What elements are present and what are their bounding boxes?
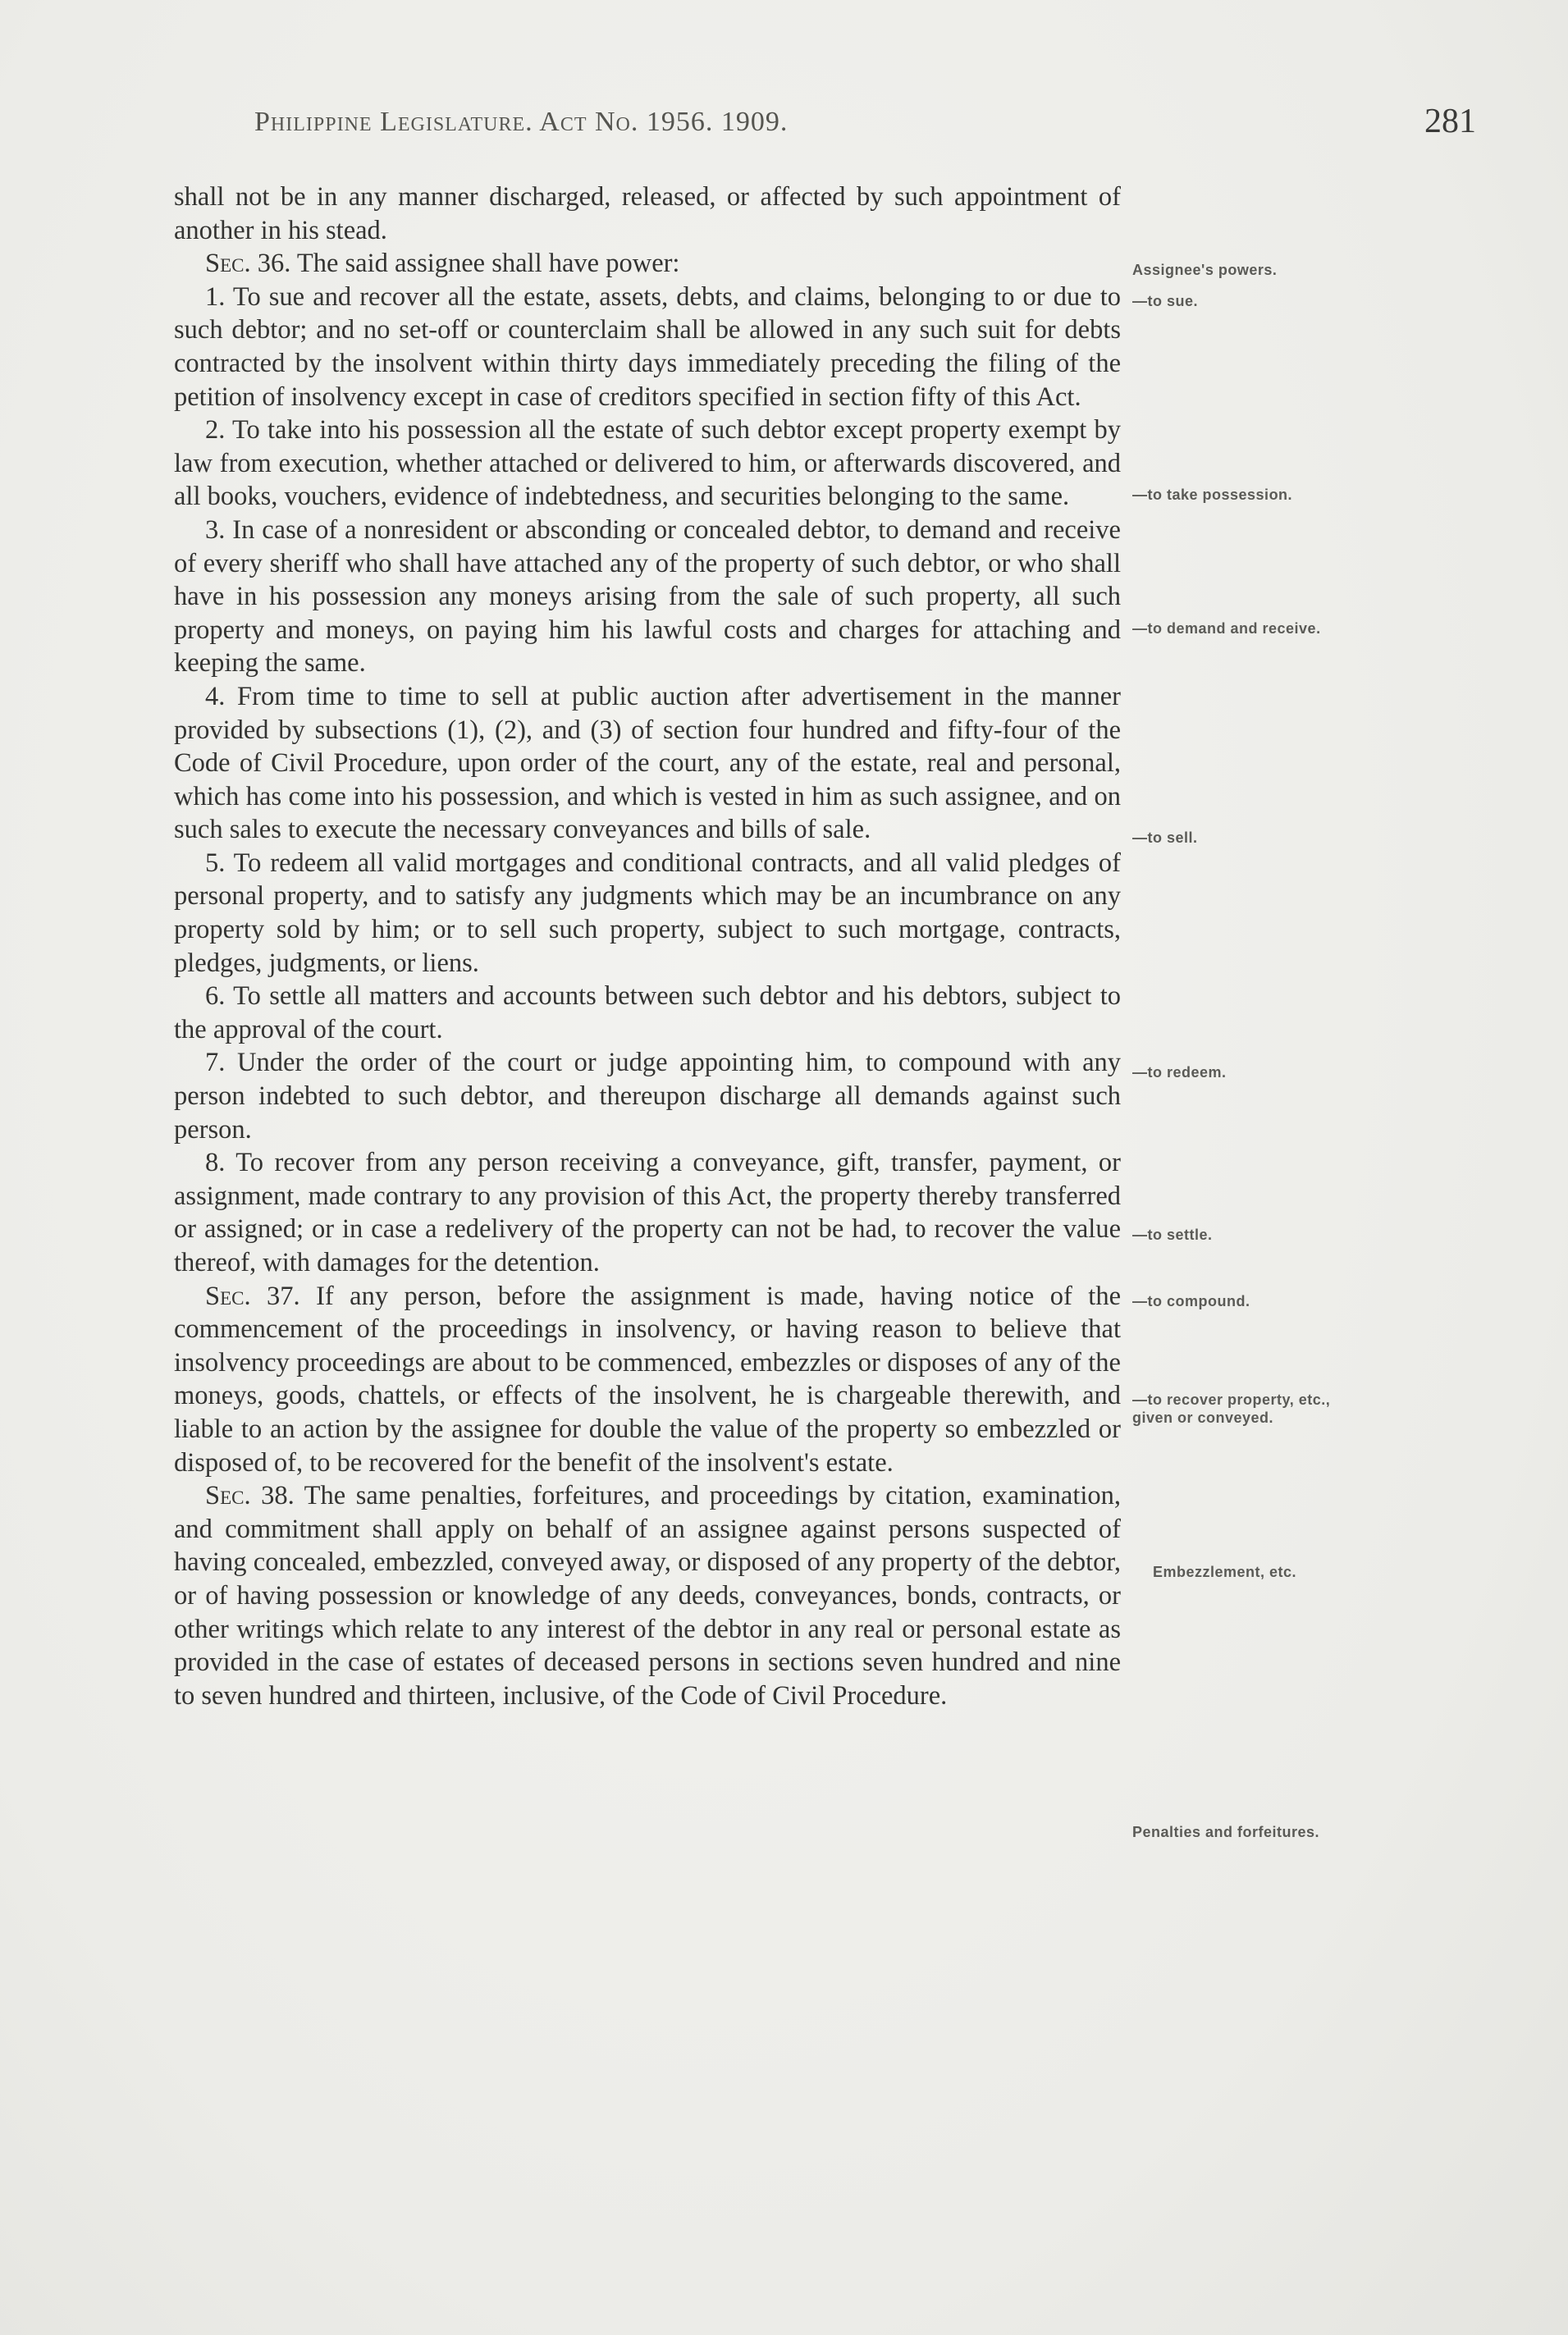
paragraph-text: 4. From time to time to sell at public auction after advertisement in the manner provided by subsections (1), (2), and (3) of section four hundred and fifty-four of the Code of Civil Procedure, upon order of the court, any of the estate, real and personal, which has come into his possession, and which is vested in him as such assignee, and on such sales to execute the necessary conveyances and bills of sale. [174,681,1121,845]
page-number: 281 [1424,103,1476,140]
paragraph-power-3 [174,514,1121,680]
margin-note-to-take-possession: —to take possession. [1132,487,1293,503]
paragraph-power-2 [174,414,1121,514]
paragraph-text: If any person, before the assignment is made, having notice of the commencement of the proceedings in insolvency, or having reason to believe that insolvency proceedings are about to be commenced, embezzles or disposes of any of the moneys, goods, chattels, or effects of the insolvent, he is chargeable therewith, and liable to an action by the assignee for double the value of the property so embezzled or disposed of, to be recovered for the benefit of the insolvent's estate. [174,1281,1121,1478]
paragraph-power-4 [174,680,1121,847]
margin-note-to-sue: —to sue. [1132,293,1199,309]
margin-note-to-settle: —to settle. [1132,1227,1213,1243]
margin-note-to-compound: —to compound. [1132,1293,1250,1309]
paragraph-text: The said assignee shall have power: [290,249,680,279]
paragraph-text: 3. In case of a nonresident or absconding or concealed debtor, to demand and receive of every sheriff who shall have attached any of the property of such debtor, or who shall have in his possession any moneys arising from the sale of such property, all such property and moneys, on paying him his lawful costs and charges for attaching and keeping the same. [174,514,1121,679]
paragraph-section-37 [174,1280,1121,1480]
section-lead: Sec. 38. [205,1481,295,1511]
paragraph-section-38 [174,1479,1121,1712]
paragraph-power-7 [174,1046,1121,1146]
paragraph-text: 7. Under the order of the court or judge appointing him, to compound with any person indebted to such debtor, and thereupon discharge all demands against such person. [174,1048,1121,1145]
paragraph-text: 1. To sue and recover all the estate, assets, debts, and claims, belonging to or due to such debtor; and no set-off or counterclaim shall be allowed in any such suit for debts contracted by the insolvent within thirty days immediately preceding the filing of the petition of insolvency except in case of creditors specified in section fifty of this Act. [174,281,1121,412]
paragraph-text: 8. To recover from any person receiving a conveyance, gift, transfer, payment, or assignment, made contrary to any provision of this Act, the property thereby transferred or assigned; or in case a redelivery of the property can not be had, to recover the value thereof, with damages for the detention. [174,1148,1121,1277]
section-lead: Sec. 37. [205,1281,300,1311]
paragraph-text: 5. To redeem all valid mortgages and conditional contracts, and all valid pledges of personal property, and to satisfy any judgments which may be an incumbrance on any property sold by him; or to sell such property, subject to such mortgage, contracts, pledges, judgments, or liens. [174,848,1121,978]
running-head: Philippine Legislature. Act No. 1956. 1909. [254,107,789,137]
margin-note-to-demand-and-receive: —to demand and receive. [1132,620,1321,637]
paragraph-power-6 [174,980,1121,1046]
margin-note-to-redeem: —to redeem. [1132,1064,1227,1081]
margin-note-assignee-powers: Assignee's powers. [1132,262,1278,278]
margin-note-to-recover-property: —to recover property, etc., given or conveyed. [1132,1391,1331,1426]
paragraph-text: shall not be in any manner discharged, released, or affected by such appointment of another in his stead. [174,182,1121,245]
paragraph-text: The same penalties, forfeitures, and proceedings by citation, examination, and commitment shall apply on behalf of an assignee against persons suspected of having concealed, embezzled, conveyed away, or disposed of any property of the debtor, or of having possession or knowledge of any deeds, conveyances, bonds, contracts, or other writings which relate to any interest of the debtor in any real or personal estate as provided in the case of estates of deceased persons in sections seven hundred and nine to seven hundred and thirteen, inclusive, of the Code of Civil Procedure. [174,1481,1121,1711]
paragraph-power-1 [174,281,1121,414]
margin-note-penalties-forfeitures: Penalties and forfeitures. [1132,1824,1320,1840]
body-text [174,180,1121,1712]
paragraph-power-5 [174,847,1121,980]
margin-note-embezzlement: Embezzlement, etc. [1153,1564,1297,1580]
paragraph-continuation [174,180,1121,247]
paragraph-text: 2. To take into his possession all the estate of such debtor except property exempt by law from execution, whether attached or delivered to him, or afterwards discovered, and all books, vouchers, evidence of indebtedness, and securities belonging to the same. [174,415,1121,512]
margin-note-to-sell: —to sell. [1132,829,1198,846]
paragraph-power-8 [174,1146,1121,1279]
paragraph-text: 6. To settle all matters and accounts between such debtor and his debtors, subject to the approval of the court. [174,981,1121,1044]
paragraph-section-36 [174,247,1121,281]
section-lead: Sec. 36. [205,249,291,279]
